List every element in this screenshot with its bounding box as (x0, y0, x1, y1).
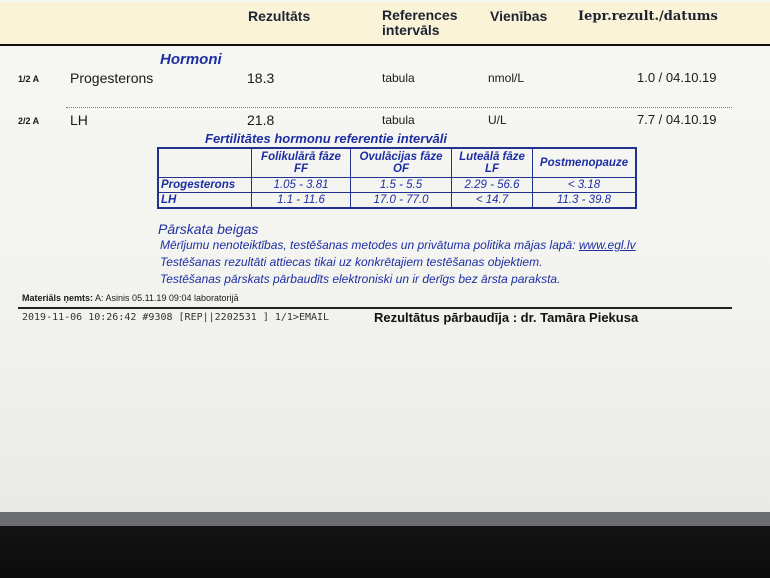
column-header-reference: References intervāls (382, 7, 458, 38)
row-separator (66, 107, 732, 108)
table-cell: < 3.18 (533, 178, 637, 193)
table-header-cell: Luteālā fāze LF (452, 148, 533, 178)
column-header-units: Vienības (490, 8, 548, 24)
keyboard-area (0, 526, 770, 578)
result-reference: tabula (382, 113, 415, 127)
report-footer (22, 310, 742, 328)
table-header-cell: Folikulārā fāze FF (252, 148, 351, 178)
table-cell: 11.3 - 39.8 (533, 193, 637, 209)
table-header-row (158, 148, 636, 178)
table-row-label: Progesterons (158, 178, 252, 193)
table-row (158, 178, 636, 193)
result-value: 18.3 (247, 70, 275, 86)
result-row (0, 70, 770, 92)
report-end-title: Pārskata beigas (158, 221, 259, 237)
table-cell: 1.5 - 5.5 (351, 178, 452, 193)
result-previous: 1.0 / 04.10.19 (637, 70, 717, 85)
table-row-label: LH (158, 193, 252, 209)
column-header-band (0, 2, 770, 46)
material-label: Materiāls ņemts: (22, 293, 94, 303)
table-cell: 17.0 - 77.0 (351, 193, 452, 209)
website-link[interactable]: www.egl.lv (578, 238, 636, 252)
table-corner-cell (158, 148, 252, 178)
result-previous: 7.7 / 04.10.19 (637, 112, 717, 127)
result-index: 1/2 A (18, 74, 40, 84)
approved-by: Rezultātus pārbaudīja : dr. Tamāra Piekusa (374, 310, 639, 325)
signature-note: Testēšanas pārskats pārbaudīts elektroniski un ir derīgs bez ārsta paraksta. (160, 272, 561, 286)
table-header-cell: Postmenopauze (533, 148, 637, 178)
fertility-table-title: Fertilitātes hormonu referentie intervāli (205, 131, 448, 146)
result-index: 2/2 A (18, 116, 40, 126)
table-cell: 2.29 - 56.6 (452, 178, 533, 193)
fertility-reference-table (157, 147, 637, 209)
screen-bezel (0, 512, 770, 526)
result-value: 21.8 (247, 112, 275, 128)
table-cell: 1.1 - 11.6 (252, 193, 351, 209)
result-unit: nmol/L (488, 71, 525, 85)
section-title-hormones: Hormoni (160, 51, 222, 68)
footer-meta: 2019-11-06 10:26:42 #9308 [REP||2202531 ] 1/1>EMAIL (22, 312, 330, 323)
table-header-cell: Ovulācijas fāze OF (351, 148, 452, 178)
material-value: A: Asinis 05.11.19 09:04 laboratorijā (95, 293, 239, 303)
column-header-result: Rezultāts (248, 8, 311, 24)
result-unit: U/L (488, 113, 507, 127)
result-reference: tabula (382, 71, 415, 85)
table-cell: 1.05 - 3.81 (252, 178, 351, 193)
table-cell: < 14.7 (452, 193, 533, 209)
scope-note: Testēšanas rezultāti attiecas tikai uz konkrētajiem testēšanas objektiem. (160, 255, 543, 269)
column-header-previous: Iepr.rezult./datums (578, 9, 718, 24)
footer-divider (18, 307, 732, 309)
result-name: Progesterons (70, 70, 154, 86)
table-row (158, 193, 636, 209)
policy-note: Mērījumu nenoteiktības, testēšanas metodes un privātuma politika mājas lapā: www.egl.lv (160, 238, 636, 252)
result-name: LH (70, 112, 88, 128)
material-taken (22, 293, 238, 303)
